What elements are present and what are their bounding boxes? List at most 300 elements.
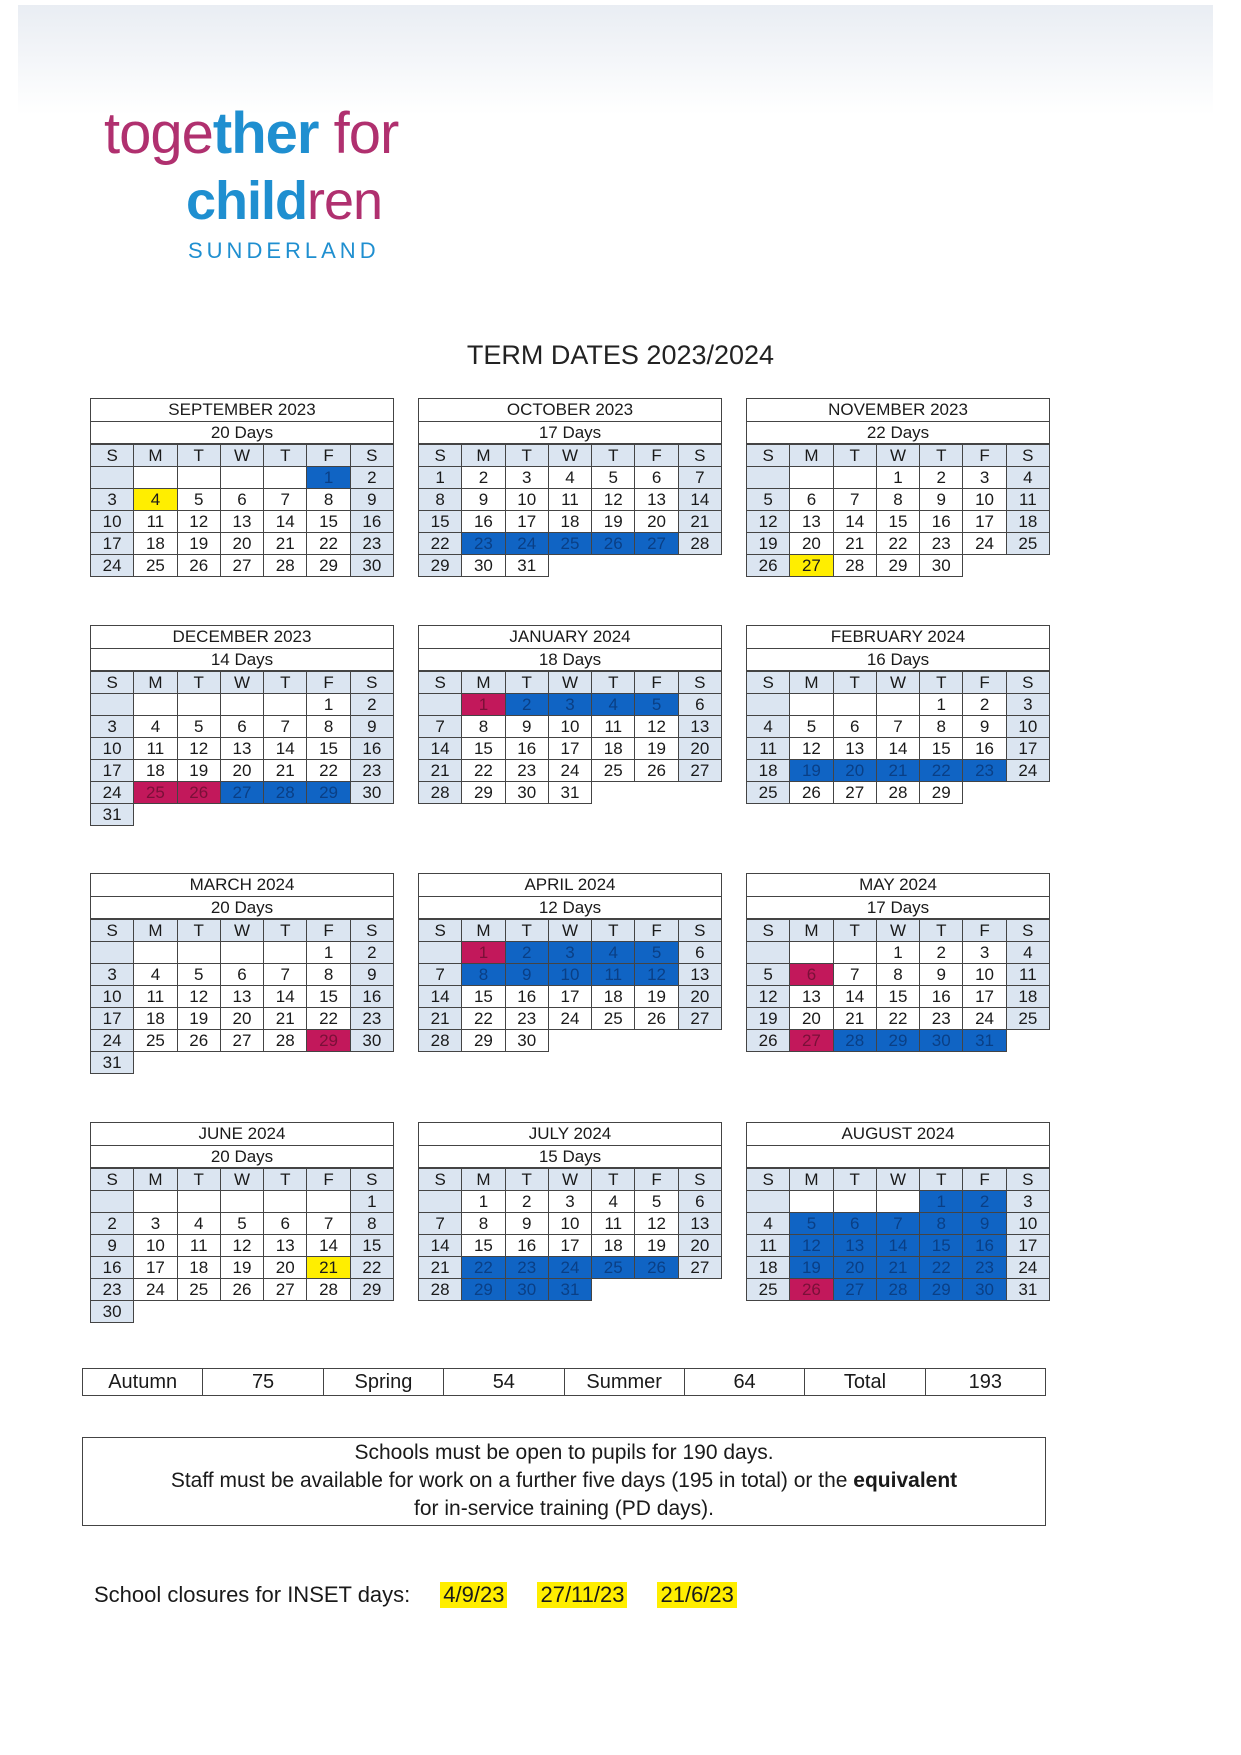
weekday-header: F	[963, 445, 1006, 467]
weekday-header: S	[350, 672, 393, 694]
holiday-day: 27	[833, 1279, 876, 1301]
school-day: 12	[177, 738, 220, 760]
school-day: 11	[134, 511, 177, 533]
holiday-day: 23	[963, 1257, 1006, 1279]
weekday-header: T	[177, 445, 220, 467]
school-day: 10	[505, 489, 548, 511]
weekend-day: 3	[91, 489, 134, 511]
school-day: 9	[505, 1213, 548, 1235]
weekday-header: W	[220, 920, 263, 942]
school-day: 31	[505, 555, 548, 577]
month-grid	[746, 671, 1050, 804]
weekday-header: W	[548, 672, 591, 694]
school-day: 1	[307, 694, 350, 716]
weekday-header: W	[876, 445, 919, 467]
school-day: 13	[220, 738, 263, 760]
school-day: 19	[177, 533, 220, 555]
month-calendar	[90, 625, 394, 826]
empty-cell	[419, 1191, 462, 1213]
school-day: 8	[307, 489, 350, 511]
weekend-day: 14	[419, 738, 462, 760]
school-day: 20	[790, 533, 833, 555]
school-day: 20	[790, 1008, 833, 1030]
weekday-header: S	[350, 445, 393, 467]
school-day: 27	[220, 1030, 263, 1052]
weekend-day: 27	[678, 1257, 721, 1279]
empty-cell	[264, 694, 307, 716]
school-day: 24	[963, 1008, 1006, 1030]
empty-cell	[264, 942, 307, 964]
school-day: 8	[876, 964, 919, 986]
summer-days: 64	[684, 1369, 804, 1396]
weekend-day: 17	[1006, 1235, 1049, 1257]
school-day: 5	[790, 716, 833, 738]
weekend-day: 23	[350, 760, 393, 782]
weekend-day: 20	[678, 986, 721, 1008]
logo-line-1: together for	[104, 101, 399, 166]
weekend-day: 6	[678, 1191, 721, 1213]
school-day: 22	[462, 760, 505, 782]
empty-cell	[678, 555, 721, 577]
school-day: 2	[920, 942, 963, 964]
summer-label: Summer	[564, 1369, 684, 1396]
scan-shading	[18, 5, 1213, 115]
weekend-day: 21	[419, 1008, 462, 1030]
weekday-header: F	[635, 920, 678, 942]
weekday-header: T	[264, 920, 307, 942]
weekday-header: S	[350, 920, 393, 942]
school-day: 8	[462, 716, 505, 738]
school-day: 30	[920, 555, 963, 577]
weekday-header: S	[91, 920, 134, 942]
weekend-day: 24	[91, 782, 134, 804]
school-day: 7	[307, 1213, 350, 1235]
weekend-day: 16	[350, 511, 393, 533]
school-day: 20	[220, 1008, 263, 1030]
school-day: 29	[920, 782, 963, 804]
weekend-day: 30	[350, 782, 393, 804]
school-day: 4	[592, 1191, 635, 1213]
school-day: 2	[920, 467, 963, 489]
weekend-day: 10	[91, 738, 134, 760]
month-calendar	[90, 1122, 394, 1323]
weekend-day: 6	[678, 942, 721, 964]
school-day: 3	[505, 467, 548, 489]
school-day: 20	[635, 511, 678, 533]
school-day: 9	[462, 489, 505, 511]
school-day: 7	[264, 964, 307, 986]
weekday-header: T	[505, 1169, 548, 1191]
school-day: 15	[307, 738, 350, 760]
holiday-day: 26	[635, 1257, 678, 1279]
month-calendar	[418, 625, 722, 804]
weekday-header: M	[462, 920, 505, 942]
school-day: 25	[134, 555, 177, 577]
weekend-day: 1	[419, 467, 462, 489]
weekday-header: M	[134, 920, 177, 942]
weekday-header: M	[134, 445, 177, 467]
bank-holiday-day: 26	[177, 782, 220, 804]
weekend-day: 2	[350, 942, 393, 964]
month-calendar	[418, 1122, 722, 1301]
school-day: 22	[307, 760, 350, 782]
school-day: 24	[134, 1279, 177, 1301]
holiday-day: 22	[462, 1257, 505, 1279]
empty-cell	[833, 942, 876, 964]
empty-cell	[1006, 782, 1049, 804]
school-day: 15	[876, 986, 919, 1008]
weekday-header: S	[419, 445, 462, 467]
weekend-day: 31	[91, 804, 134, 826]
school-day: 28	[264, 555, 307, 577]
empty-cell	[177, 467, 220, 489]
bank-holiday-day: 29	[307, 1030, 350, 1052]
school-day: 25	[592, 1008, 635, 1030]
school-day: 21	[264, 1008, 307, 1030]
school-day: 11	[134, 738, 177, 760]
school-day: 23	[920, 1008, 963, 1030]
holiday-day: 30	[505, 1279, 548, 1301]
holiday-day: 16	[963, 1235, 1006, 1257]
weekend-day: 14	[678, 489, 721, 511]
school-day: 8	[920, 716, 963, 738]
empty-cell	[548, 555, 591, 577]
school-day: 21	[833, 1008, 876, 1030]
weekday-header: M	[462, 672, 505, 694]
month-day-count: 22 Days	[746, 422, 1050, 444]
month-day-count	[746, 1146, 1050, 1168]
school-day: 27	[833, 782, 876, 804]
weekend-day: 9	[350, 964, 393, 986]
school-day: 4	[548, 467, 591, 489]
school-day: 18	[134, 1008, 177, 1030]
empty-cell	[220, 1301, 263, 1323]
school-day: 15	[920, 738, 963, 760]
empty-cell	[548, 1030, 591, 1052]
school-day: 15	[307, 986, 350, 1008]
month-name: APRIL 2024	[418, 873, 722, 897]
holiday-day: 2	[505, 694, 548, 716]
weekday-header: F	[963, 1169, 1006, 1191]
school-day: 13	[220, 511, 263, 533]
school-day: 21	[264, 533, 307, 555]
school-day: 12	[790, 738, 833, 760]
holiday-day: 23	[505, 1257, 548, 1279]
weekday-header: W	[876, 1169, 919, 1191]
holiday-day: 10	[548, 964, 591, 986]
empty-cell	[264, 1191, 307, 1213]
month-day-count: 20 Days	[90, 422, 394, 444]
school-day: 7	[833, 964, 876, 986]
weekday-header: F	[307, 920, 350, 942]
weekend-day: 11	[1006, 964, 1049, 986]
holiday-day: 29	[876, 1030, 919, 1052]
school-day: 25	[592, 760, 635, 782]
school-day: 17	[548, 986, 591, 1008]
spring-days: 54	[444, 1369, 564, 1396]
school-day: 1	[920, 694, 963, 716]
weekday-header: F	[635, 445, 678, 467]
weekend-day: 10	[1006, 1213, 1049, 1235]
school-day: 29	[307, 555, 350, 577]
empty-cell	[220, 942, 263, 964]
school-day: 9	[963, 716, 1006, 738]
month-grid	[90, 919, 394, 1074]
holiday-day: 30	[920, 1030, 963, 1052]
weekend-day: 5	[747, 964, 790, 986]
weekend-day: 25	[1006, 1008, 1049, 1030]
holiday-day: 11	[592, 964, 635, 986]
school-day: 5	[220, 1213, 263, 1235]
bank-holiday-day: 27	[790, 1030, 833, 1052]
bank-holiday-day: 25	[134, 782, 177, 804]
weekend-day: 12	[747, 986, 790, 1008]
school-day: 16	[505, 986, 548, 1008]
weekday-header: S	[747, 672, 790, 694]
weekday-header: F	[963, 672, 1006, 694]
weekday-header: T	[920, 920, 963, 942]
school-day: 29	[462, 782, 505, 804]
holiday-day: 8	[920, 1213, 963, 1235]
weekday-header: T	[264, 445, 307, 467]
school-day: 14	[264, 511, 307, 533]
month-calendar	[90, 873, 394, 1074]
school-day: 11	[177, 1235, 220, 1257]
weekend-day: 13	[678, 1213, 721, 1235]
school-day: 17	[963, 511, 1006, 533]
weekday-header: S	[747, 1169, 790, 1191]
school-day: 10	[963, 964, 1006, 986]
weekend-day: 31	[91, 1052, 134, 1074]
month-name: DECEMBER 2023	[90, 625, 394, 649]
empty-cell	[747, 694, 790, 716]
school-day: 11	[592, 716, 635, 738]
weekday-header: S	[350, 1169, 393, 1191]
weekend-day: 4	[1006, 467, 1049, 489]
school-day: 13	[264, 1235, 307, 1257]
school-day: 14	[833, 986, 876, 1008]
school-day: 1	[876, 942, 919, 964]
empty-cell	[635, 782, 678, 804]
empty-cell	[134, 1052, 177, 1074]
school-day: 2	[963, 694, 1006, 716]
weekday-header: S	[1006, 445, 1049, 467]
school-day: 6	[220, 489, 263, 511]
month-day-count: 15 Days	[418, 1146, 722, 1168]
weekend-day: 7	[419, 1213, 462, 1235]
month-name: FEBRUARY 2024	[746, 625, 1050, 649]
empty-cell	[134, 804, 177, 826]
holiday-day: 29	[307, 782, 350, 804]
school-day: 9	[920, 489, 963, 511]
school-day: 7	[833, 489, 876, 511]
school-day: 13	[220, 986, 263, 1008]
weekend-day: 10	[91, 511, 134, 533]
weekend-day: 14	[419, 986, 462, 1008]
month-calendar	[418, 873, 722, 1052]
holiday-day: 12	[790, 1235, 833, 1257]
weekend-day: 9	[350, 716, 393, 738]
weekend-day: 18	[747, 1257, 790, 1279]
school-day: 19	[177, 1008, 220, 1030]
holiday-day: 2	[505, 942, 548, 964]
month-day-count: 18 Days	[418, 649, 722, 671]
weekend-day: 11	[1006, 489, 1049, 511]
school-day: 5	[177, 964, 220, 986]
weekday-header: T	[592, 672, 635, 694]
month-name: AUGUST 2024	[746, 1122, 1050, 1146]
month-calendar	[746, 1122, 1050, 1301]
weekday-header: M	[790, 1169, 833, 1191]
holiday-day: 28	[833, 1030, 876, 1052]
holiday-day: 5	[790, 1213, 833, 1235]
empty-cell	[134, 467, 177, 489]
weekend-day: 4	[747, 1213, 790, 1235]
weekend-day: 24	[1006, 760, 1049, 782]
weekend-day: 9	[350, 489, 393, 511]
school-day: 7	[264, 716, 307, 738]
weekend-day: 24	[91, 1030, 134, 1052]
requirements-note	[82, 1437, 1046, 1526]
school-day: 27	[220, 555, 263, 577]
school-day: 5	[177, 716, 220, 738]
weekend-day: 8	[419, 489, 462, 511]
month-name: MAY 2024	[746, 873, 1050, 897]
inset-day: 21	[307, 1257, 350, 1279]
holiday-day: 4	[592, 942, 635, 964]
school-day: 21	[833, 533, 876, 555]
holiday-day: 22	[920, 760, 963, 782]
month-grid	[90, 444, 394, 577]
weekday-header: T	[833, 445, 876, 467]
empty-cell	[307, 1052, 350, 1074]
school-day: 7	[264, 489, 307, 511]
weekday-header: T	[833, 920, 876, 942]
weekday-header: T	[264, 672, 307, 694]
bank-holiday-day: 1	[462, 942, 505, 964]
weekday-header: T	[505, 920, 548, 942]
weekend-day: 11	[747, 738, 790, 760]
school-day: 28	[264, 1030, 307, 1052]
inset-day: 4	[134, 489, 177, 511]
weekday-header: M	[790, 920, 833, 942]
holiday-day: 23	[462, 533, 505, 555]
weekday-header: S	[747, 445, 790, 467]
holiday-day: 19	[790, 760, 833, 782]
autumn-days: 75	[203, 1369, 323, 1396]
school-day: 30	[462, 555, 505, 577]
empty-cell	[790, 942, 833, 964]
weekend-day: 28	[678, 533, 721, 555]
month-calendar	[746, 398, 1050, 577]
weekday-header: S	[91, 1169, 134, 1191]
school-day: 2	[505, 1191, 548, 1213]
empty-cell	[592, 1279, 635, 1301]
weekday-header: F	[635, 672, 678, 694]
month-day-count: 20 Days	[90, 897, 394, 919]
weekend-day: 8	[350, 1213, 393, 1235]
school-day: 22	[876, 533, 919, 555]
empty-cell	[177, 1301, 220, 1323]
holiday-day: 12	[635, 964, 678, 986]
empty-cell	[747, 942, 790, 964]
weekday-header: M	[134, 1169, 177, 1191]
school-day: 31	[548, 782, 591, 804]
school-day: 6	[635, 467, 678, 489]
holiday-day: 20	[833, 760, 876, 782]
empty-cell	[307, 1301, 350, 1323]
weekend-day: 15	[419, 511, 462, 533]
empty-cell	[220, 694, 263, 716]
holiday-day: 19	[790, 1257, 833, 1279]
inset-day: 27	[790, 555, 833, 577]
school-day: 17	[548, 738, 591, 760]
school-day: 1	[462, 1191, 505, 1213]
month-grid	[746, 919, 1050, 1052]
month-day-count: 16 Days	[746, 649, 1050, 671]
empty-cell	[91, 694, 134, 716]
weekend-day: 24	[91, 555, 134, 577]
holiday-day: 2	[963, 1191, 1006, 1213]
school-day: 4	[177, 1213, 220, 1235]
month-day-count: 14 Days	[90, 649, 394, 671]
empty-cell	[876, 1191, 919, 1213]
weekend-day: 23	[350, 533, 393, 555]
school-day: 26	[177, 555, 220, 577]
school-day: 18	[177, 1257, 220, 1279]
weekend-day: 19	[747, 533, 790, 555]
empty-cell	[678, 1030, 721, 1052]
holiday-day: 23	[963, 760, 1006, 782]
weekday-header: W	[548, 1169, 591, 1191]
school-day: 15	[307, 511, 350, 533]
note-line-1: Schools must be open to pupils for 190 days.	[354, 1441, 774, 1464]
empty-cell	[177, 1052, 220, 1074]
month-grid	[418, 444, 722, 577]
logo-line-2: children	[186, 171, 383, 231]
empty-cell	[678, 1279, 721, 1301]
school-day: 1	[876, 467, 919, 489]
weekend-day: 25	[747, 1279, 790, 1301]
school-day: 11	[548, 489, 591, 511]
holiday-day: 31	[963, 1030, 1006, 1052]
weekday-header: S	[419, 672, 462, 694]
weekday-header: F	[963, 920, 1006, 942]
empty-cell	[264, 804, 307, 826]
weekday-header: F	[307, 445, 350, 467]
month-name: JUNE 2024	[90, 1122, 394, 1146]
month-grid	[746, 1168, 1050, 1301]
holiday-day: 15	[920, 1235, 963, 1257]
weekend-day: 27	[678, 760, 721, 782]
school-day: 19	[592, 511, 635, 533]
inset-closures	[94, 1582, 737, 1608]
weekend-day: 15	[350, 1235, 393, 1257]
school-day: 16	[505, 1235, 548, 1257]
empty-cell	[876, 694, 919, 716]
weekday-header: S	[91, 445, 134, 467]
school-day: 18	[548, 511, 591, 533]
holiday-day: 22	[920, 1257, 963, 1279]
inset-label: School closures for INSET days:	[94, 1582, 411, 1607]
holiday-day: 24	[548, 1257, 591, 1279]
holiday-day: 9	[963, 1213, 1006, 1235]
month-day-count: 20 Days	[90, 1146, 394, 1168]
empty-cell	[177, 942, 220, 964]
school-day: 15	[462, 738, 505, 760]
weekday-header: T	[264, 1169, 307, 1191]
school-day: 20	[220, 533, 263, 555]
